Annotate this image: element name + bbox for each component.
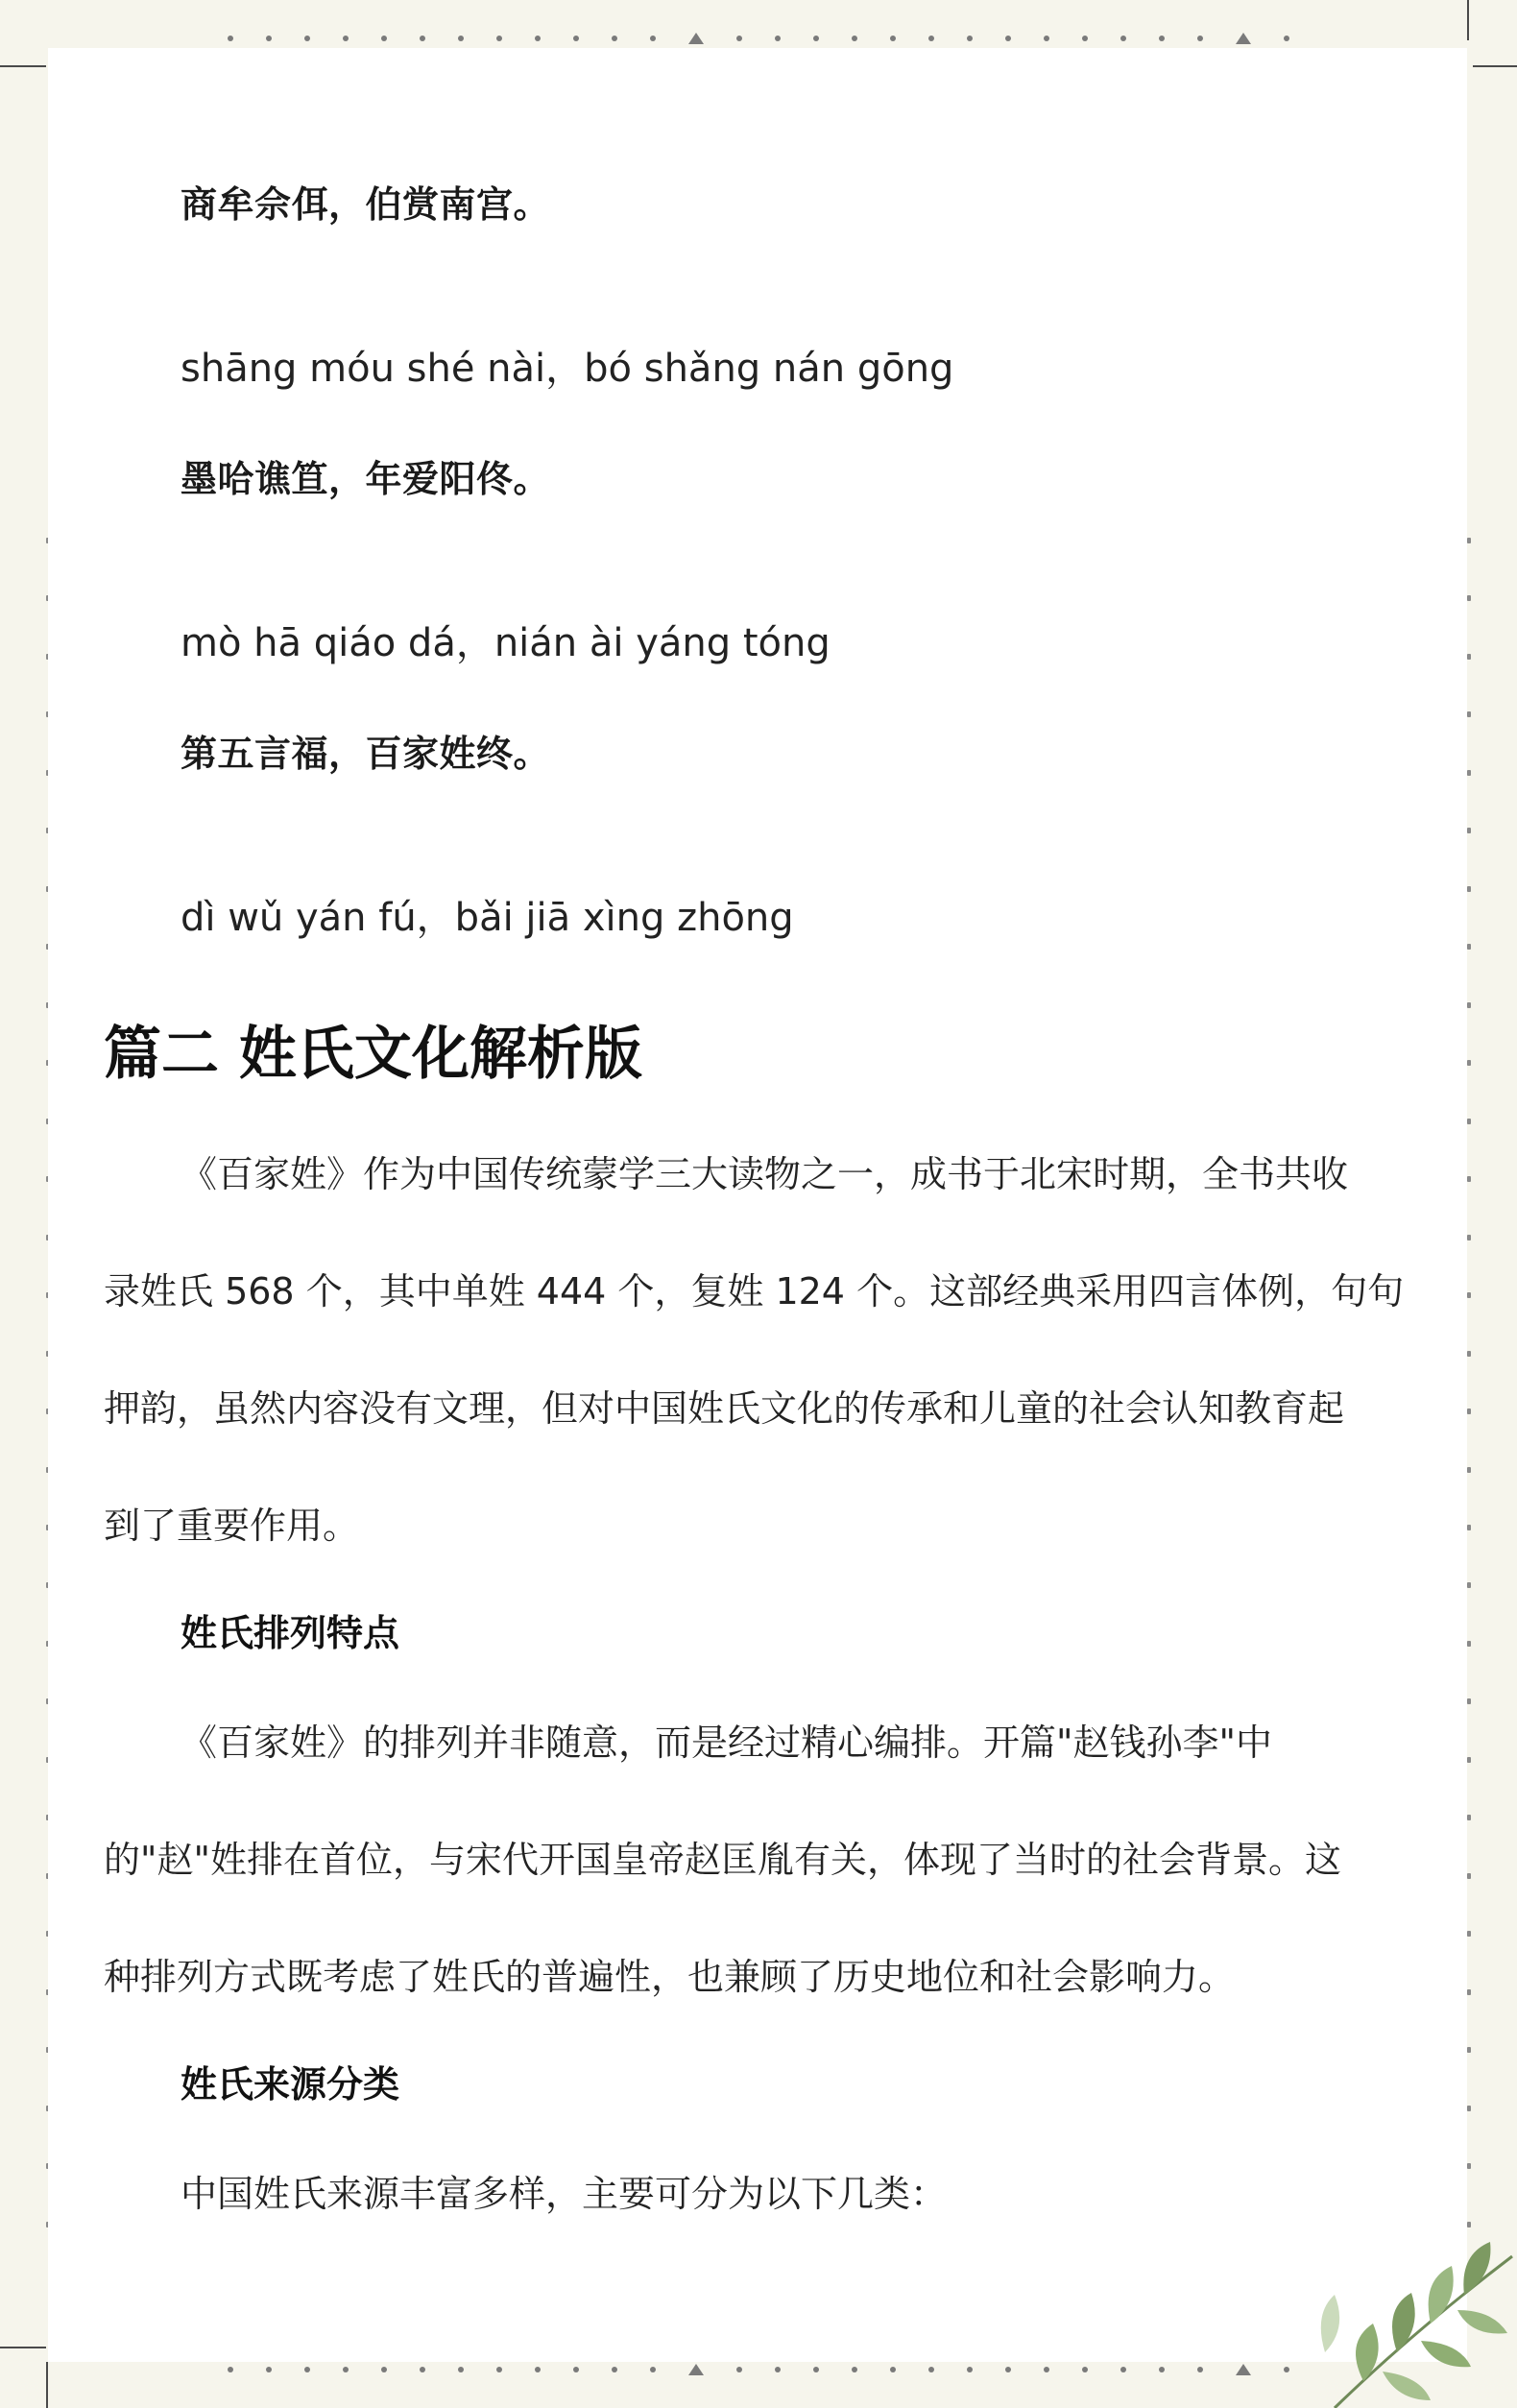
verse-hanzi-1: 商牟佘佴，伯赏南宫。 — [181, 183, 551, 226]
leaf-branch-icon — [1306, 2218, 1517, 2408]
section-title: 篇二 姓氏文化解析版 — [104, 1021, 642, 1088]
intro-line-3: 押韵，虽然内容没有文理，但对中国姓氏文化的传承和儿童的社会认知教育起 — [104, 1387, 1345, 1430]
subsection-1-line-2: 的"赵"姓排在首位，与宋代开国皇帝赵匡胤有关，体现了当时的社会背景。这 — [104, 1839, 1341, 1881]
subsection-2-line-1: 中国姓氏来源丰富多样，主要可分为以下几类： — [181, 2173, 948, 2215]
verse-pinyin-1: shāng móu shé nài，bó shǎng nán gōng — [181, 347, 954, 391]
intro-line-1: 《百家姓》作为中国传统蒙学三大读物之一，成书于北宋时期，全书共收 — [181, 1153, 1349, 1195]
corner-mark-top-left — [0, 65, 46, 67]
intro-line-4: 到了重要作用。 — [104, 1505, 360, 1547]
subsection-heading-1: 姓氏排列特点 — [181, 1612, 400, 1654]
corner-mark-bottom-left — [0, 2347, 46, 2348]
corner-mark-top-right — [1473, 65, 1517, 67]
verse-pinyin-3: dì wǔ yán fú，bǎi jiā xìng zhōng — [181, 896, 794, 940]
subsection-1-line-1: 《百家姓》的排列并非随意，而是经过精心编排。开篇"赵钱孙李"中 — [181, 1722, 1272, 1764]
document-paper — [48, 48, 1467, 2362]
corner-mark-right-vertical — [1467, 0, 1469, 40]
corner-mark-left-vertical — [46, 2362, 48, 2408]
subsection-1-line-3: 种排列方式既考虑了姓氏的普遍性，也兼顾了历史地位和社会影响力。 — [104, 1956, 1236, 1998]
subsection-heading-2: 姓氏来源分类 — [181, 2063, 400, 2106]
intro-line-2: 录姓氏 568 个，其中单姓 444 个，复姓 124 个。这部经典采用四言体例，句句 — [104, 1270, 1405, 1312]
verse-hanzi-2: 墨哈谯笪，年爱阳佟。 — [181, 458, 551, 500]
verse-pinyin-2: mò hā qiáo dá，nián ài yáng tóng — [181, 621, 831, 665]
verse-hanzi-3: 第五言福，百家姓终。 — [181, 733, 551, 775]
